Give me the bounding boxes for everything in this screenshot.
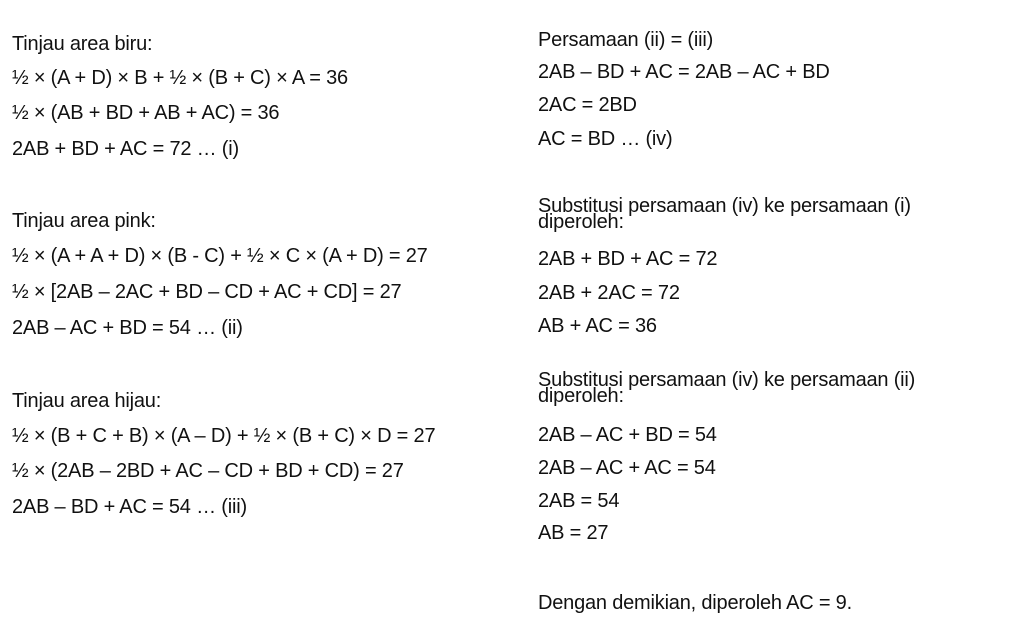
- section-heading-blue: Tinjau area biru:: [12, 33, 153, 55]
- equation-line: ½ × (B + C + B) × (A – D) + ½ × (B + C) × D = 27: [12, 425, 436, 447]
- equation-line: ½ × (A + D) × B + ½ × (B + C) × A = 36: [12, 67, 348, 89]
- equation-ii: 2AB – AC + BD = 54 … (ii): [12, 317, 243, 339]
- section-heading-subst-ii: Substitusi persamaan (iv) ke persamaan (ii) diperoleh:: [538, 369, 916, 407]
- equation-line: 2AC = 2BD: [538, 94, 637, 116]
- equation-iii: 2AB – BD + AC = 54 … (iii): [12, 496, 247, 518]
- equation-line: 2AB – BD + AC = 2AB – AC + BD: [538, 61, 830, 83]
- equation-line: 2AB – AC + AC = 54: [538, 457, 716, 479]
- equation-line: ½ × (AB + BD + AB + AC) = 36: [12, 102, 280, 124]
- equation-iv: AC = BD … (iv): [538, 128, 673, 150]
- equation-line: 2AB + BD + AC = 72: [538, 248, 718, 270]
- section-heading-green: Tinjau area hijau:: [12, 390, 162, 412]
- equation-line: 2AB – AC + BD = 54: [538, 424, 717, 446]
- section-heading-subst-i: Substitusi persamaan (iv) ke persamaan (i) diperoleh:: [538, 195, 911, 233]
- equation-line: ½ × (A + A + D) × (B - C) + ½ × C × (A + D) = 27: [12, 245, 428, 267]
- equation-line: 2AB + 2AC = 72: [538, 282, 680, 304]
- equation-line: AB = 27: [538, 522, 609, 544]
- equation-line: 2AB = 54: [538, 490, 620, 512]
- section-heading-pink: Tinjau area pink:: [12, 210, 156, 232]
- conclusion-text: Dengan demikian, diperoleh AC = 9.: [538, 592, 852, 614]
- section-heading-equate: Persamaan (ii) = (iii): [538, 29, 714, 51]
- equation-line: ½ × (2AB – 2BD + AC – CD + BD + CD) = 27: [12, 460, 404, 482]
- equation-i: 2AB + BD + AC = 72 … (i): [12, 138, 239, 160]
- equation-line: ½ × [2AB – 2AC + BD – CD + AC + CD] = 27: [12, 281, 402, 303]
- equation-line: AB + AC = 36: [538, 315, 657, 337]
